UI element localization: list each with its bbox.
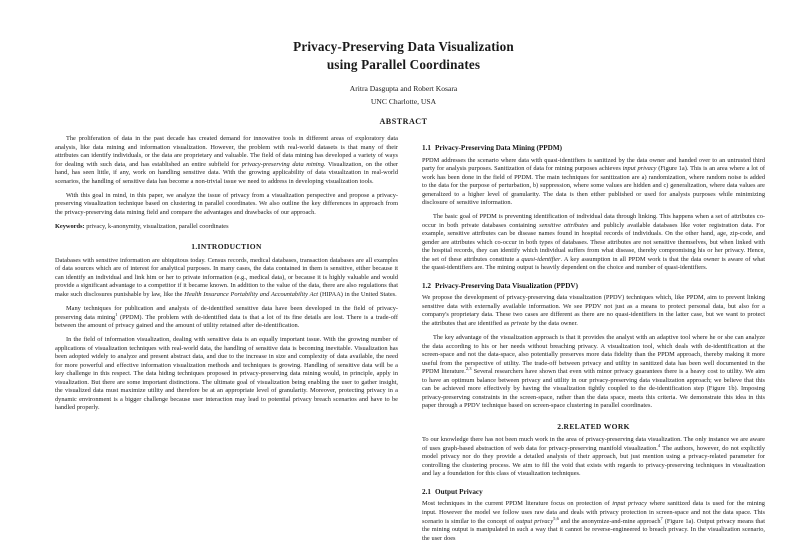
keywords-value: privacy, k-anonymity, visualization, parallel coordinates: [86, 222, 229, 230]
page-title: [110, 38, 697, 74]
section-title: INTRODUCTION: [197, 242, 262, 252]
intro-paragraph: Databases with sensitive information are ubiquitous today. Census records, medical databases, transaction databases are all examples of data sources which are of interest for analytical purposes. In many cases, the data contained in them is sensitive, either because it can identify an individual and link him or her to private information (e.g., medical data), or because it is highly valuable and would provide a significant advantage to a competitor if it became known. In addition to the value of the data, there are also regulations that make such disclosures punishable by law, like the Health Insurance Portability and Accountability Act (HIPAA) in the United States.: [55, 256, 398, 298]
paper-title-line-1: Privacy-Preserving Data Visualization: [293, 39, 514, 54]
abstract-paragraph: The proliferation of data in the past decade has created demand for innovative tools in different areas of exploratory data analysis, like data mining and information visualization. However, the problem with real-world datasets is that many of their attributes can identify individuals, or the data are proprietary and valuable. The field of data mining has developed a variety of ways for dealing with such data, and has established an entire subfield for privacy-preserving data mining. Visualization, on the other hand, has seen little, if any, work on handling sensitive data. With the growing applicability of data visualization in real-world scenarios, the handling of sensitive data has become a non-trivial issue we need to address in developing visualization tools.: [55, 135, 398, 185]
section-number: 1.: [191, 242, 198, 252]
section-heading-introduction: [55, 242, 398, 251]
affiliation: UNC Charlotte, USA: [370, 97, 437, 107]
subsection-number: 2.1: [422, 487, 431, 496]
section-heading-related-work: [422, 422, 765, 431]
section-title: RELATED WORK: [563, 421, 630, 431]
abstract-heading: ABSTRACT: [379, 117, 428, 127]
intro-paragraph: Many techniques for publication and analysis of de-identified sensitive data have been developed in the field of privacy-preserving data mining$^1$ (PPDM). The problem with de-identified data is that a lot of its fine details are lost. There is a trade-off between the amount of privacy gained and the amount of utility retained after de-identification.: [55, 304, 398, 330]
subsection-title: Privacy-Preserving Data Mining (PPDM): [434, 144, 562, 153]
ppdv-paragraph: The key advantage of the visualization approach is that it provides the analyst with an adaptive tool where he or she can analyze the data according to his or her needs without breaching privacy. A visualization tool, which deals with de-identification at the screen-space and not the data-space, also potentially preserves more data fidelity than the PPDM approach, thereby making it more useful from the perspective of utility. The trade-off between privacy and utility in sanitized data has been well documented in the PPDM literature.$^{2,3}$ Several researchers have shown that even with minor privacy guarantees there is a heavy cost to utility. We aim to have an optimum balance between privacy and utility in our privacy-preserving data visualization approach; we believe that this can be achieved more effectively by having the visualization tightly coupled to the de-identification step (Figure 1b). Imposing privacy-preserving constraints in the screen-space, rather than the data space, meets this criteria. We demonstrate this idea in this paper through a PPDV technique based on screen-space clustering in parallel coordinates.: [422, 334, 765, 410]
abstract-paragraph: With this goal in mind, in this paper, we analyze the issue of privacy from a visualization perspective and propose a privacy-preserving visualization technique based on clustering in parallel coordinates. We also outline the key differences in approach from the privacy-preserving data mining field and compare the advantages and drawbacks of our approach.: [55, 191, 398, 216]
subsection-heading-ppdm: [422, 144, 765, 152]
subsection-number: 1.2: [422, 281, 431, 290]
ppdv-paragraph: We propose the development of privacy-preserving data visualization (PPDV) techniques which, like PPDM, aim to prevent linking sensitive data with externally available information. We see PPDV not just as a means to protect personal data, but also for a company's proprietary data. These two cases are different as there are no quasi-identifiers in the latter case, but we want to protect the attributes that are identified as private by the data owner.: [422, 294, 765, 328]
keywords-label: Keywords:: [55, 222, 85, 230]
subsection-number: 1.1: [422, 144, 431, 153]
right-column: [422, 135, 765, 549]
subsection-heading-ppdv: [422, 282, 765, 290]
output-privacy-paragraph: Most techniques in the current PPDM literature focus on protection of input privacy where sanitized data is used for the mining input. However the model we follow uses raw data and deals with privacy protection in screen-space and not the data space. This scenario is similar to the concept of output privacy$^{5,6}$ and the anonymize-and-mine approach$^7$ (Figure 1a). Output privacy means that the mining output is manipulated in such a way that it cannot be reverse-engineered to breach privacy. In the visualization scenario, the user does: [422, 500, 765, 542]
author-list: Aritra Dasgupta and Robert Kosara: [349, 83, 458, 93]
intro-paragraph: In the field of information visualization, dealing with sensitive data is an equally important issue. With the growing number of applications of visualization techniques with real-world data, the handling of sensitive data is becoming inevitable. Visualization has been adopted widely to analyze and present abstract data, and due to the increase in size and complexity of data available, the need for more powerful and effective information visualization methods and techniques is growing. Handling of sensitive data will be a key challenge in this respect. The data hiding techniques proposed in privacy-preserving data mining would, in principle, apply in visualization. But there are some important distinctions. The ultimate goal of visualization being enabling the user to gather insight, the visualized data must maximize utility and therefore be at an appropriate level of granularity. Moreover, protecting privacy in a dynamic environment is a bigger challenge because user interaction may lead to potential privacy breach scenarios and have to be handled properly.: [55, 336, 398, 412]
ppdm-paragraph: PPDM addresses the scenario where data with quasi-identifiers is sanitized by the data owner and handed over to an untrusted third party for analysis purposes. Sanitization of data for mining purposes achieves input privacy (Figure 1a). This is an area where a lot of work has been done in the field of PPDM. The main techniques for sanitization are a) randomization, where random noise is added to the data for the purpose of perturbation, b) suppression, where some values are hidden and c) generalization, where data values are generalized to a higher level of granularity. The data is then either published or used for analysis purposes while minimizing disclosure of sensitive information.: [422, 156, 765, 207]
section-number: 2.: [557, 421, 564, 431]
left-column: [55, 135, 398, 549]
subsection-heading-output-privacy: [422, 488, 765, 496]
subsection-title: Output Privacy: [434, 487, 483, 496]
related-work-paragraph: To our knowledge there has not been much work in the area of privacy-preserving data visualization. The only instance we are aware of uses graph-based abstraction of web data for privacy-preserving manifold visualization.$^4$ The authors, however, do not explicitly model privacy nor do they provide a detailed analysis of their approach, but just mention using a privacy-related parameter for controlling the clustering process. We aim to fill the void that exists with regards to privacy-preserving techniques in visualization and lay a foundation for this class of visualization techniques.: [422, 436, 765, 478]
ppdm-paragraph: The basic goal of PPDM is preventing identification of individual data through linking. This happens when a set of attributes co-occur in both private databases containing sensitive attributes and publicly available databases like voter registration data. For example, sensitive attributes can be disease names found in hospital records of individuals. On the other hand, age, zip-code, and gender are attributes which co-occur in both types of databases. These attributes are not sensitive themselves, but when linked with the hospital records, they can identify which individual suffers from what disease, thereby compromising his or her privacy. Hence, the set of these attributes constitute a quasi-identifier. A key assumption in all PPDM work is that the data owner is aware of what the quasi-identifiers are. The mining output is heavily dependent on the choice and number of quasi-identifiers.: [422, 213, 765, 272]
subsection-title: Privacy-Preserving Data Visualization (PPDV): [434, 281, 578, 290]
abstract-body: [55, 135, 398, 231]
title-block: [55, 38, 752, 126]
paper-title-line-2: using Parallel Coordinates: [326, 56, 481, 72]
keywords-line: [55, 223, 398, 232]
two-column-body: [55, 135, 765, 549]
